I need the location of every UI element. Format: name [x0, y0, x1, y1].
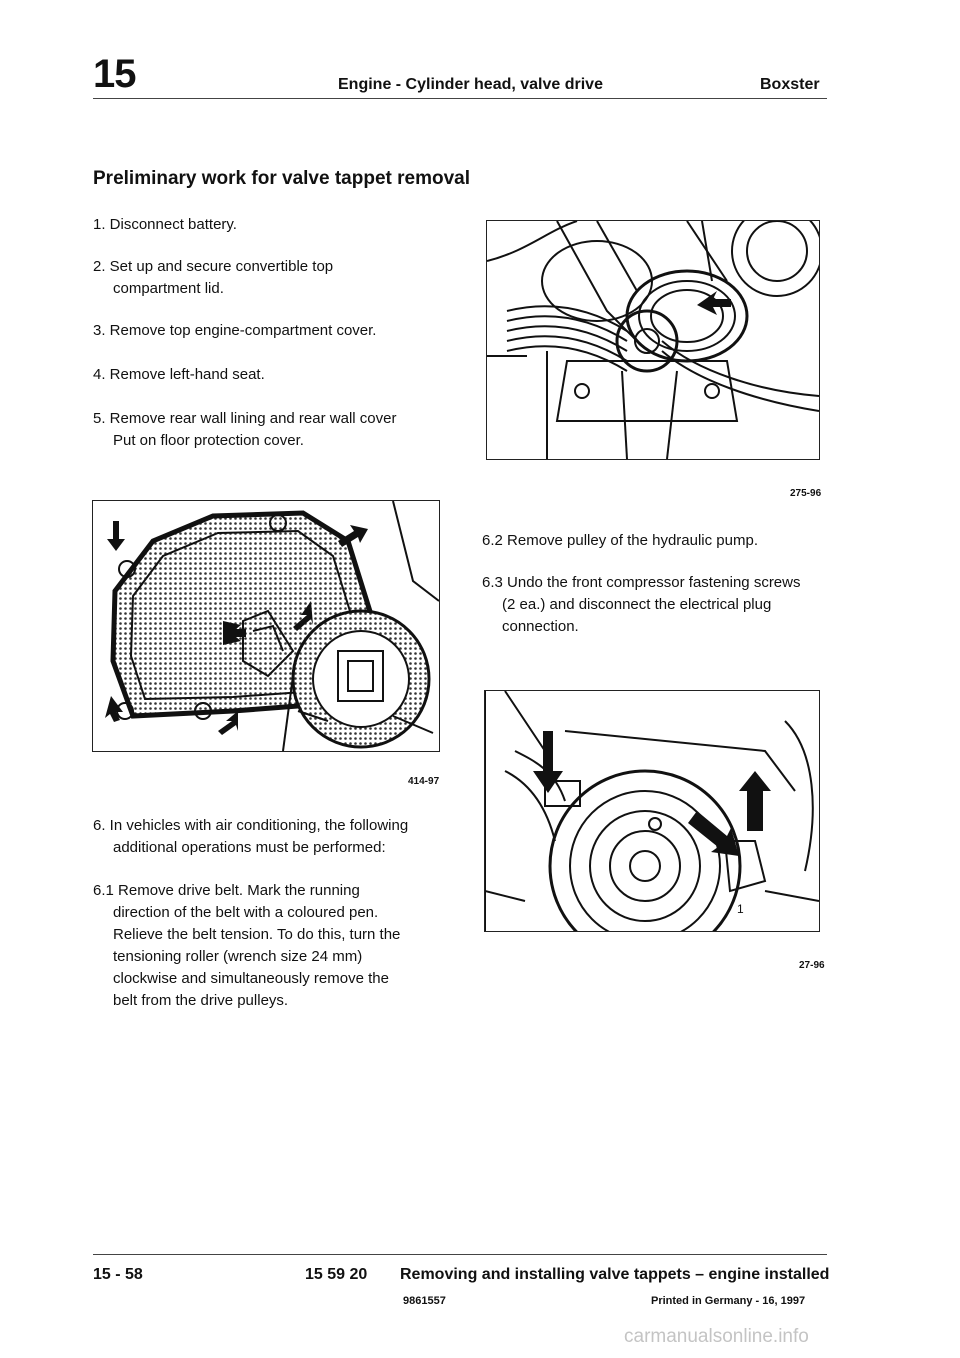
figure-compressor	[484, 690, 820, 932]
step-5-line-1: 5. Remove rear wall lining and rear wall cover	[93, 410, 397, 427]
step-6-line-1: 6. In vehicles with air conditioning, the following	[93, 817, 409, 834]
page-number: 15 - 58	[93, 1266, 143, 1283]
step-6-3-line-2: (2 ea.) and disconnect the electrical plug	[502, 596, 772, 613]
header-model: Boxster	[760, 76, 820, 93]
step-6-1-line-3: Relieve the belt tension. To do this, turn the	[113, 926, 401, 943]
step-5-line-2: Put on floor protection cover.	[113, 432, 304, 449]
step-4-line: 4. Remove left-hand seat.	[93, 366, 265, 383]
figure-hydraulic-pump-pulley	[486, 220, 820, 460]
step-1	[93, 214, 433, 236]
figure-rear-wall-cover	[92, 500, 440, 752]
footer-code: 15 59 20	[305, 1266, 368, 1283]
step-6-3	[482, 572, 827, 638]
step-6-1-line-2: direction of the belt with a coloured pen.	[113, 904, 379, 921]
step-6-3-line-1: 6.3 Undo the front compressor fastening screws	[482, 574, 801, 591]
figure-callout-1: 1	[737, 902, 744, 916]
step-5	[93, 408, 453, 452]
step-6-2-line: 6.2 Remove pulley of the hydraulic pump.	[482, 532, 758, 549]
figure-number-414-97: 414-97	[408, 776, 440, 787]
step-6-1-line-1: 6.1 Remove drive belt. Mark the running	[93, 882, 360, 899]
section-title: Preliminary work for valve tappet removal	[93, 168, 470, 189]
watermark: carmanualsonline.info	[624, 1326, 809, 1347]
header-title: Engine - Cylinder head, valve drive	[338, 76, 603, 93]
step-6-line-2: additional operations must be performed:	[113, 839, 386, 856]
figure-number-275-96: 275-96	[790, 488, 822, 499]
step-3-line: 3. Remove top engine-compartment cover.	[93, 322, 377, 339]
step-2-line-1: 2. Set up and secure convertible top	[93, 258, 334, 275]
footer-rule	[93, 1254, 827, 1255]
step-6-1-line-6: belt from the drive pulleys.	[113, 992, 289, 1009]
step-6-1-line-4: tensioning roller (wrench size 24 mm)	[113, 948, 363, 965]
step-2-line-2: compartment lid.	[113, 280, 224, 297]
footer-title: Removing and installing valve tappets – engine installed	[400, 1266, 830, 1283]
step-6-2	[482, 530, 827, 552]
step-1-line: 1. Disconnect battery.	[93, 216, 237, 233]
step-6	[93, 815, 453, 859]
step-4	[93, 364, 433, 386]
figure-number-27-96: 27-96	[799, 960, 825, 971]
step-6-1-line-5: clockwise and simultaneously remove the	[113, 970, 389, 987]
chapter-number: 15	[93, 52, 136, 96]
step-6-3-line-3: connection.	[502, 618, 579, 635]
footer-printed: Printed in Germany - 16, 1997	[651, 1295, 806, 1307]
header-rule	[93, 98, 827, 99]
step-2	[93, 256, 433, 300]
footer-part-number: 9861557	[403, 1295, 446, 1307]
step-6-1	[93, 880, 453, 1012]
step-3	[93, 320, 453, 342]
